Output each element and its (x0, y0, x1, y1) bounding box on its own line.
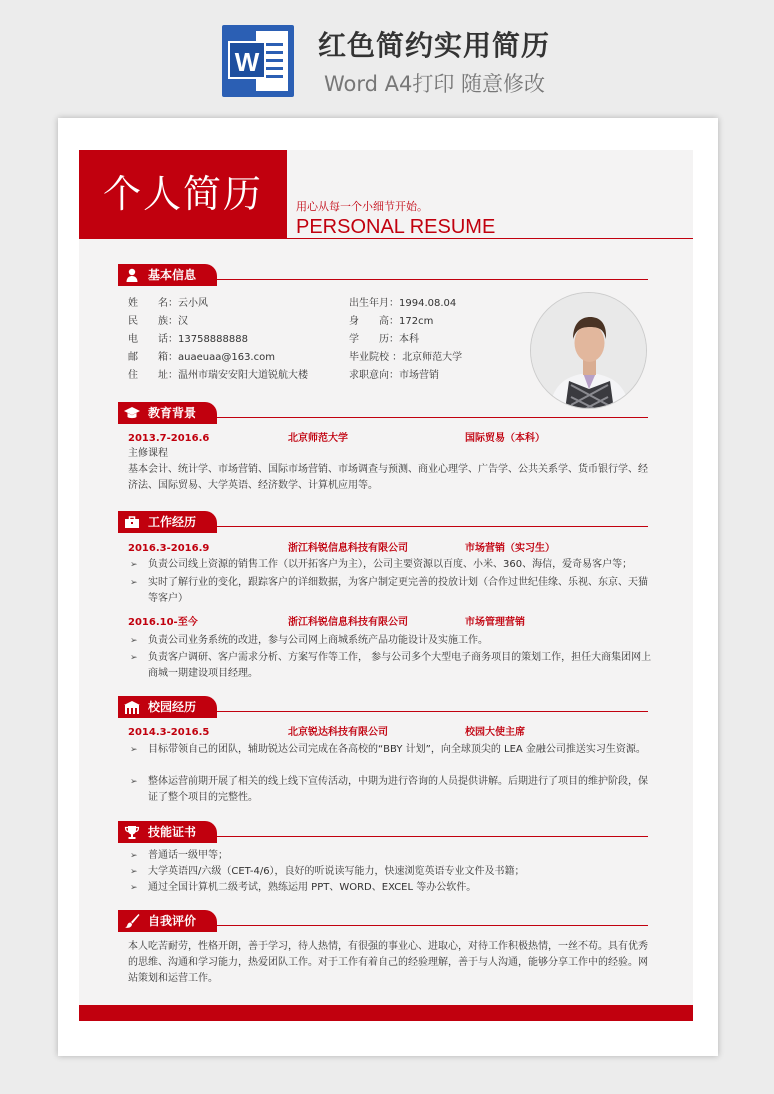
edu-school: 北京师范大学 (288, 433, 348, 444)
title-divider (287, 238, 693, 239)
job2-duty: ➢ 负责公司业务系统的改进，参与公司网上商城系统产品功能设计及实施工作。 (148, 634, 488, 648)
edu-courses-label: 主修课程 (128, 448, 168, 459)
resume-title: 个人简历 (79, 150, 287, 239)
section-education (118, 402, 694, 424)
info-school: 毕业院校 ：北京师范大学 (349, 352, 463, 363)
skill-item: ➢ 大学英语四/六级（CET-4/6），良好的听说读写能力，快速浏览英语专业文件及书籍； (148, 865, 525, 879)
section-heading: 自我评价 (148, 914, 197, 928)
word-icon-letter: W (228, 41, 266, 79)
info-objective: 求职意向：市场营销 (349, 370, 439, 381)
banner (0, 0, 774, 118)
word-icon (222, 25, 294, 97)
building-icon (124, 699, 140, 715)
self-evaluation-text: 本人吃苦耐劳，性格开朗，善于学习，待人热情，有很强的事业心、进取心，对待工作积极热情，一丝不苟。具有优秀的思维、沟通和学习能力，热爱团队工作。对于工作有着自己的经验理解，善于与人沟通，能够分享工作中的经验。网站策划和运营工作。 (128, 941, 648, 984)
skill-item: ➢ 通过全国计算机二级考试，熟练运用 PPT、WORD、EXCEL 等办公软件。 (148, 881, 476, 895)
campus-item: ➢ 整体运营前期开展了相关的线上线下宣传活动，中期为进行咨询的人员提供讲解。后期进行了项目的维护阶段，保证了整个项目的完整性。 (148, 774, 654, 806)
edu-period: 2013.7-2016.6 (128, 433, 210, 444)
trophy-icon (124, 824, 140, 840)
section-heading: 技能证书 (148, 825, 197, 839)
section-basic-info (118, 264, 694, 286)
graduation-cap-icon (124, 405, 140, 421)
banner-subtitle: Word A4打印 随意修改 (324, 72, 546, 96)
avatar (530, 292, 647, 409)
campus-period: 2014.3-2016.5 (128, 727, 210, 738)
banner-title: 红色简约实用简历 (318, 29, 551, 62)
section-heading: 工作经历 (148, 515, 197, 529)
info-address: 住 址：温州市瑞安安阳大道锐航大楼 (128, 370, 308, 381)
job1-role: 市场营销（实习生） (465, 543, 555, 554)
info-phone: 电 话：13758888888 (128, 334, 248, 345)
campus-item: ➢ 目标带领自己的团队，辅助锐达公司完成在各高校的“BBY 计划”，向全球顶尖的 LEA 金融公司推送实习生资源。 (148, 742, 654, 758)
section-work (118, 511, 694, 533)
job1-duty: ➢ 实时了解行业的变化，跟踪客户的详细数据，为客户制定更完善的投放计划（合作过世纪佳缘、乐视、东京、天猫等客户） (148, 575, 654, 607)
section-skills (118, 821, 694, 843)
info-height: 身 高：172cm (349, 316, 434, 327)
info-name: 姓 名：云小风 (128, 298, 208, 309)
job2-company: 浙江科锐信息科技有限公司 (288, 617, 408, 628)
skill-item: ➢ 普通话一级甲等； (148, 849, 228, 863)
section-heading: 教育背景 (148, 406, 197, 420)
edu-courses: 基本会计、统计学、市场营销、国际市场营销、市场调查与预测、商业心理学、广告学、公共关系学、货币银行学、经济法、国际贸易、大学英语、经济数学、计算机应用等。 (128, 464, 648, 491)
resume-english-title: PERSONAL RESUME (296, 216, 496, 238)
section-heading: 校园经历 (148, 700, 197, 714)
campus-company: 北京锐达科技有限公司 (288, 727, 388, 738)
job1-company: 浙江科锐信息科技有限公司 (288, 543, 408, 554)
info-birth: 出生年月：1994.08.04 (349, 298, 457, 309)
brush-icon (124, 913, 140, 929)
edu-major: 国际贸易（本科） (465, 433, 545, 444)
job2-duty: ➢ 负责客户调研、客户需求分析、方案写作等工作， 参与公司多个大型电子商务项目的策划工作，担任大商集团网上商城一期建设项目经理。 (148, 650, 654, 682)
campus-role: 校园大使主席 (465, 727, 525, 738)
user-icon (124, 267, 140, 283)
footer-bar (79, 1005, 693, 1021)
section-campus (118, 696, 694, 718)
job2-period: 2016.10-至今 (128, 617, 198, 628)
job2-role: 市场管理营销 (465, 617, 525, 628)
resume-tagline: 用心从每一个小细节开始。 (296, 200, 428, 213)
info-ethnicity: 民 族：汉 (128, 316, 188, 327)
section-self-evaluation (118, 910, 694, 932)
briefcase-icon (124, 514, 140, 530)
section-heading: 基本信息 (148, 268, 197, 282)
job1-duty: ➢ 负责公司线上资源的销售工作（以开拓客户为主），公司主要资源以百度、小米、360、海信，爱奇易客户等； (148, 558, 632, 572)
info-email: 邮 箱：auaeuaa@163.com (128, 352, 275, 363)
job1-period: 2016.3-2016.9 (128, 543, 210, 554)
info-degree: 学 历：本科 (349, 334, 419, 345)
